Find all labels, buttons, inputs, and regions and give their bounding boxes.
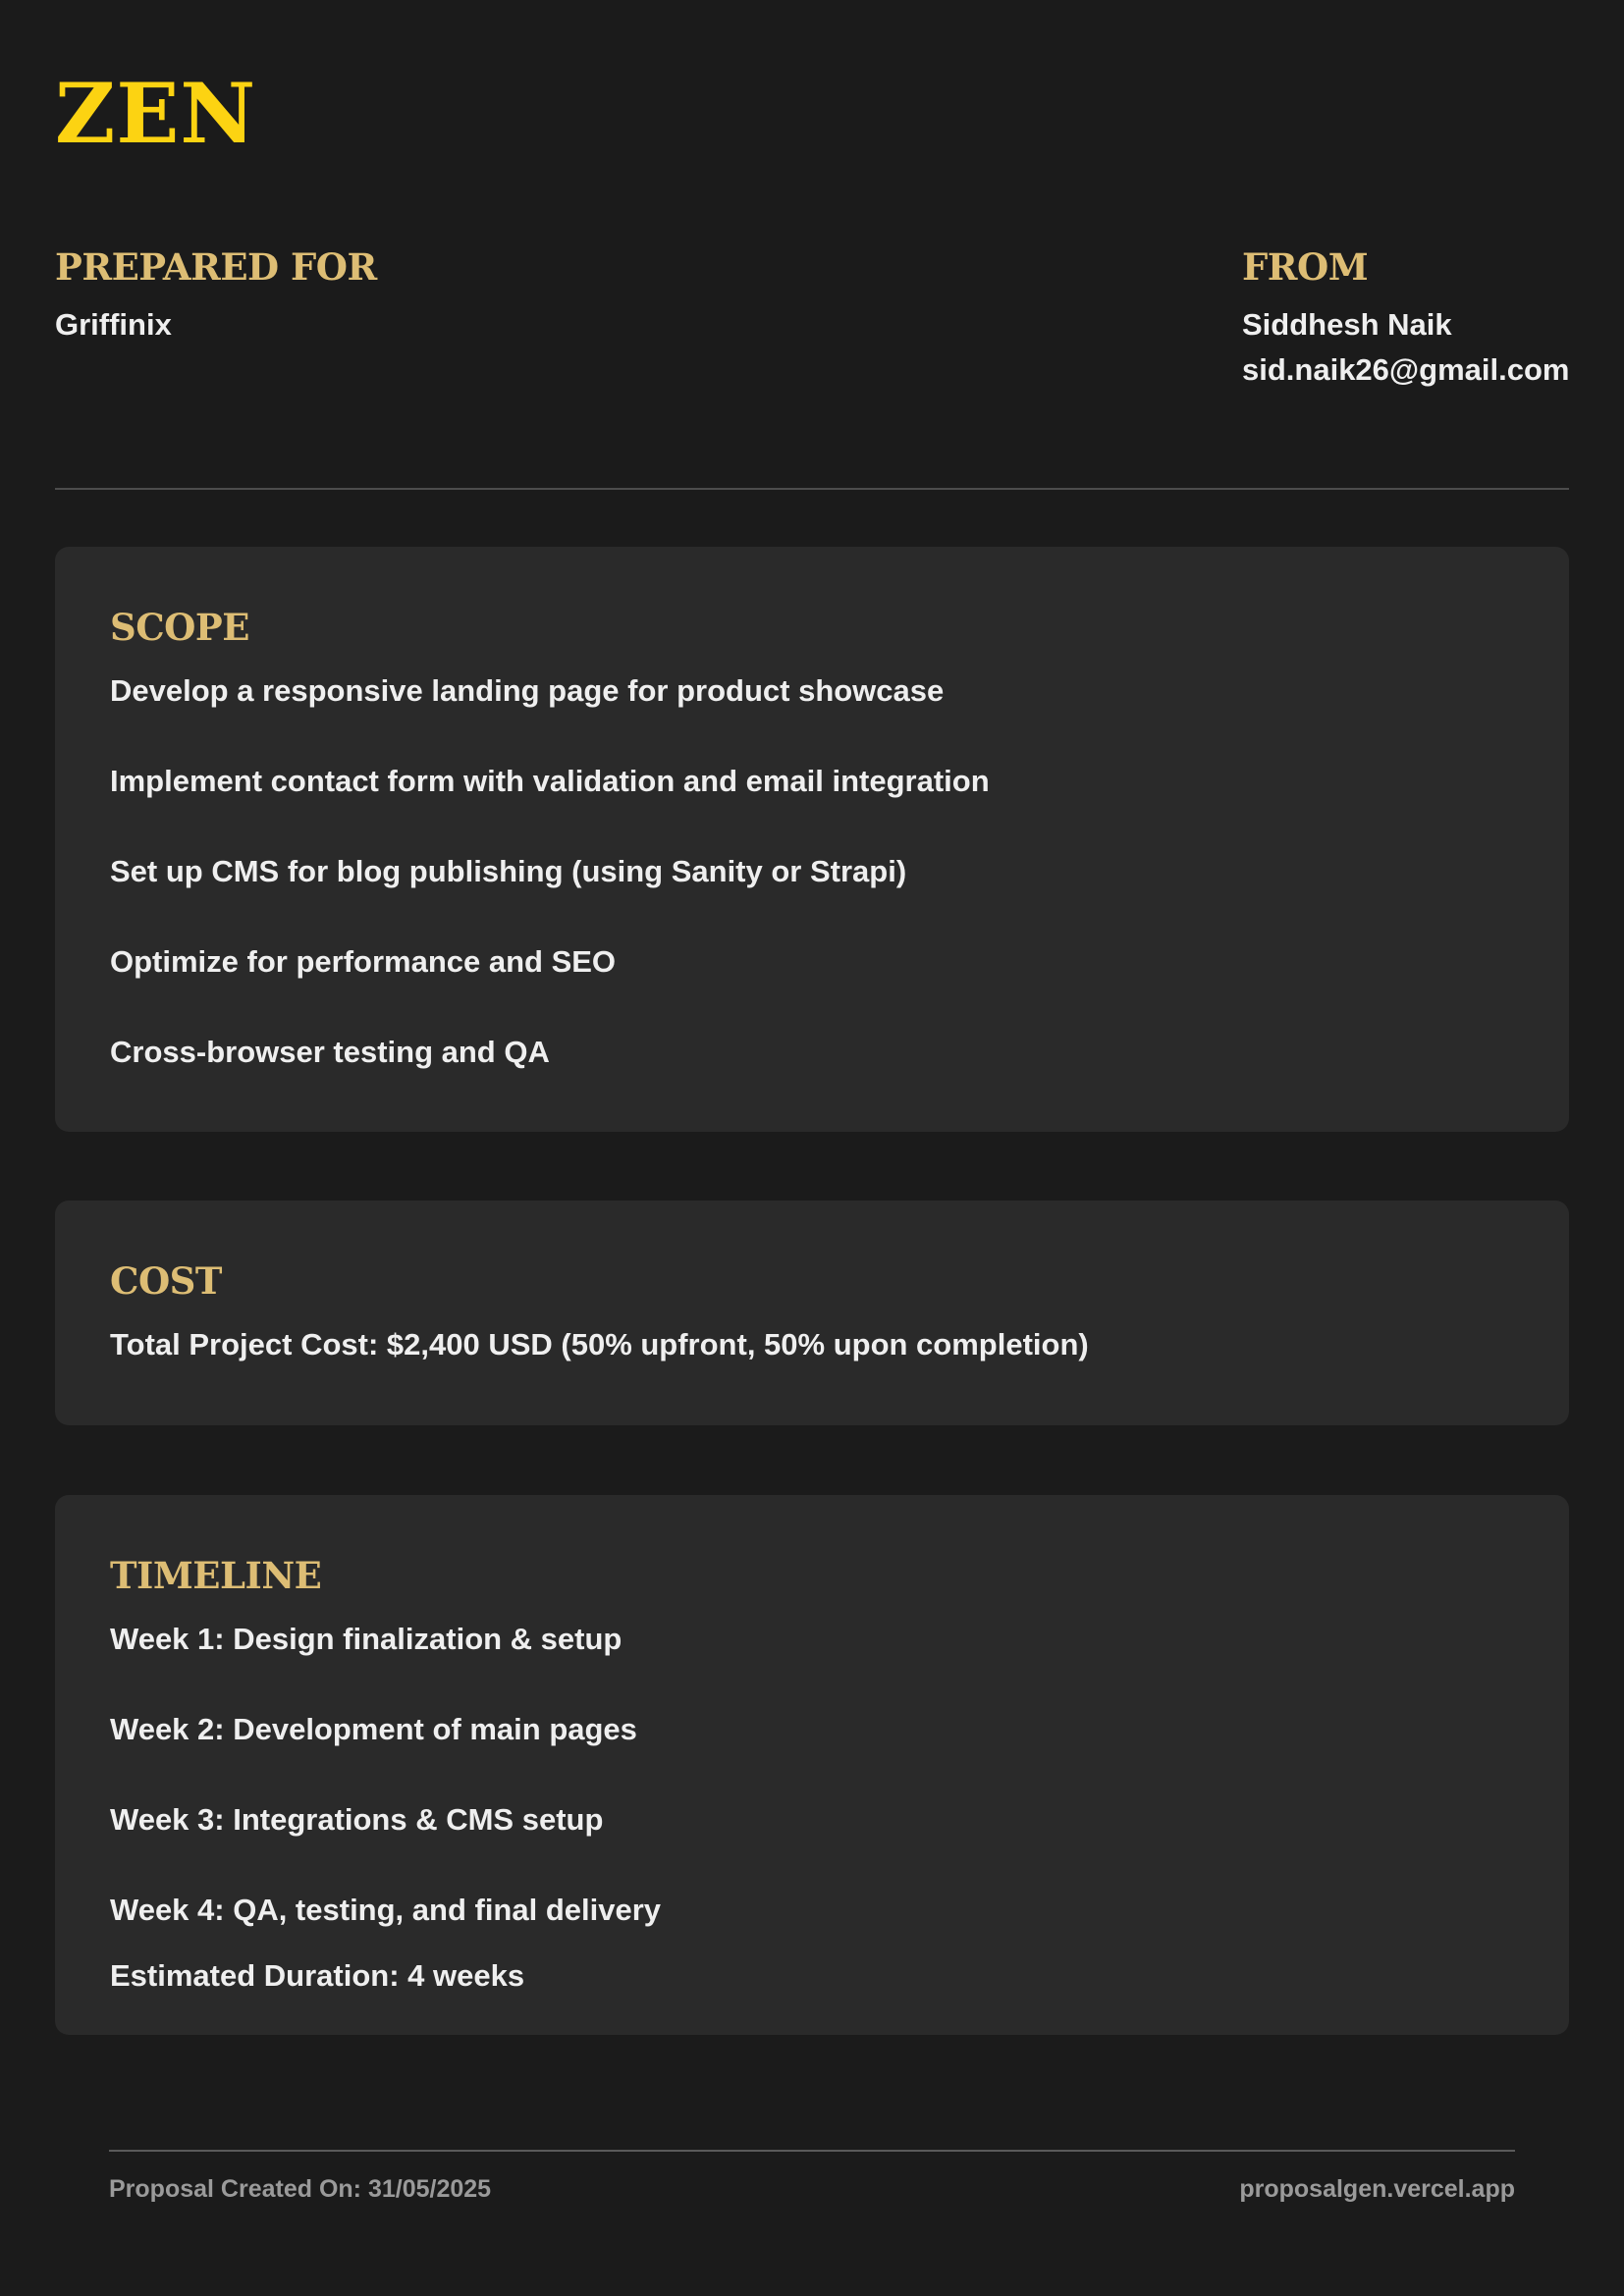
cost-text: Total Project Cost: $2,400 USD (50% upfront, 50% upon completion) [110,1327,1089,1362]
scope-item: Develop a responsive landing page for product showcase [110,673,945,708]
scope-item: Implement contact form with validation and email integration [110,764,990,798]
cost-card [55,1201,1569,1425]
scope-item: Cross-browser testing and QA [110,1035,550,1069]
client-name: Griffinix [55,307,172,342]
timeline-item: Week 3: Integrations & CMS setup [110,1802,604,1837]
timeline-item: Week 1: Design finalization & setup [110,1622,623,1656]
footer-divider [109,2150,1515,2152]
sender-name: Siddhesh Naik [1242,307,1452,342]
scope-heading: SCOPE [110,606,249,649]
timeline-heading: TIMELINE [110,1554,322,1597]
parties-section [55,243,1569,400]
from-block [1242,243,1569,393]
site-link[interactable]: proposalgen.vercel.app [1239,2175,1515,2203]
cost-heading: COST [110,1259,222,1303]
timeline-list [110,1617,661,1933]
scope-item: Set up CMS for blog publishing (using Sanity or Strapi) [110,854,907,888]
scope-item: Optimize for performance and SEO [110,944,617,979]
scope-list [110,668,990,1120]
from-heading: FROM [1242,245,1369,289]
prepared-for-block [55,243,377,347]
estimated-duration: Estimated Duration: 4 weeks [110,1958,525,1993]
brand-logo: ZEN [55,65,257,162]
sender-email: sid.naik26@gmail.com [1242,352,1570,387]
header-divider [55,488,1569,490]
proposal-page [55,0,1569,2296]
created-date: Proposal Created On: 31/05/2025 [109,2175,492,2203]
timeline-item: Week 2: Development of main pages [110,1712,637,1746]
scope-card [55,547,1569,1132]
timeline-item: Week 4: QA, testing, and final delivery [110,1893,662,1927]
prepared-for-heading: PREPARED FOR [55,245,377,289]
